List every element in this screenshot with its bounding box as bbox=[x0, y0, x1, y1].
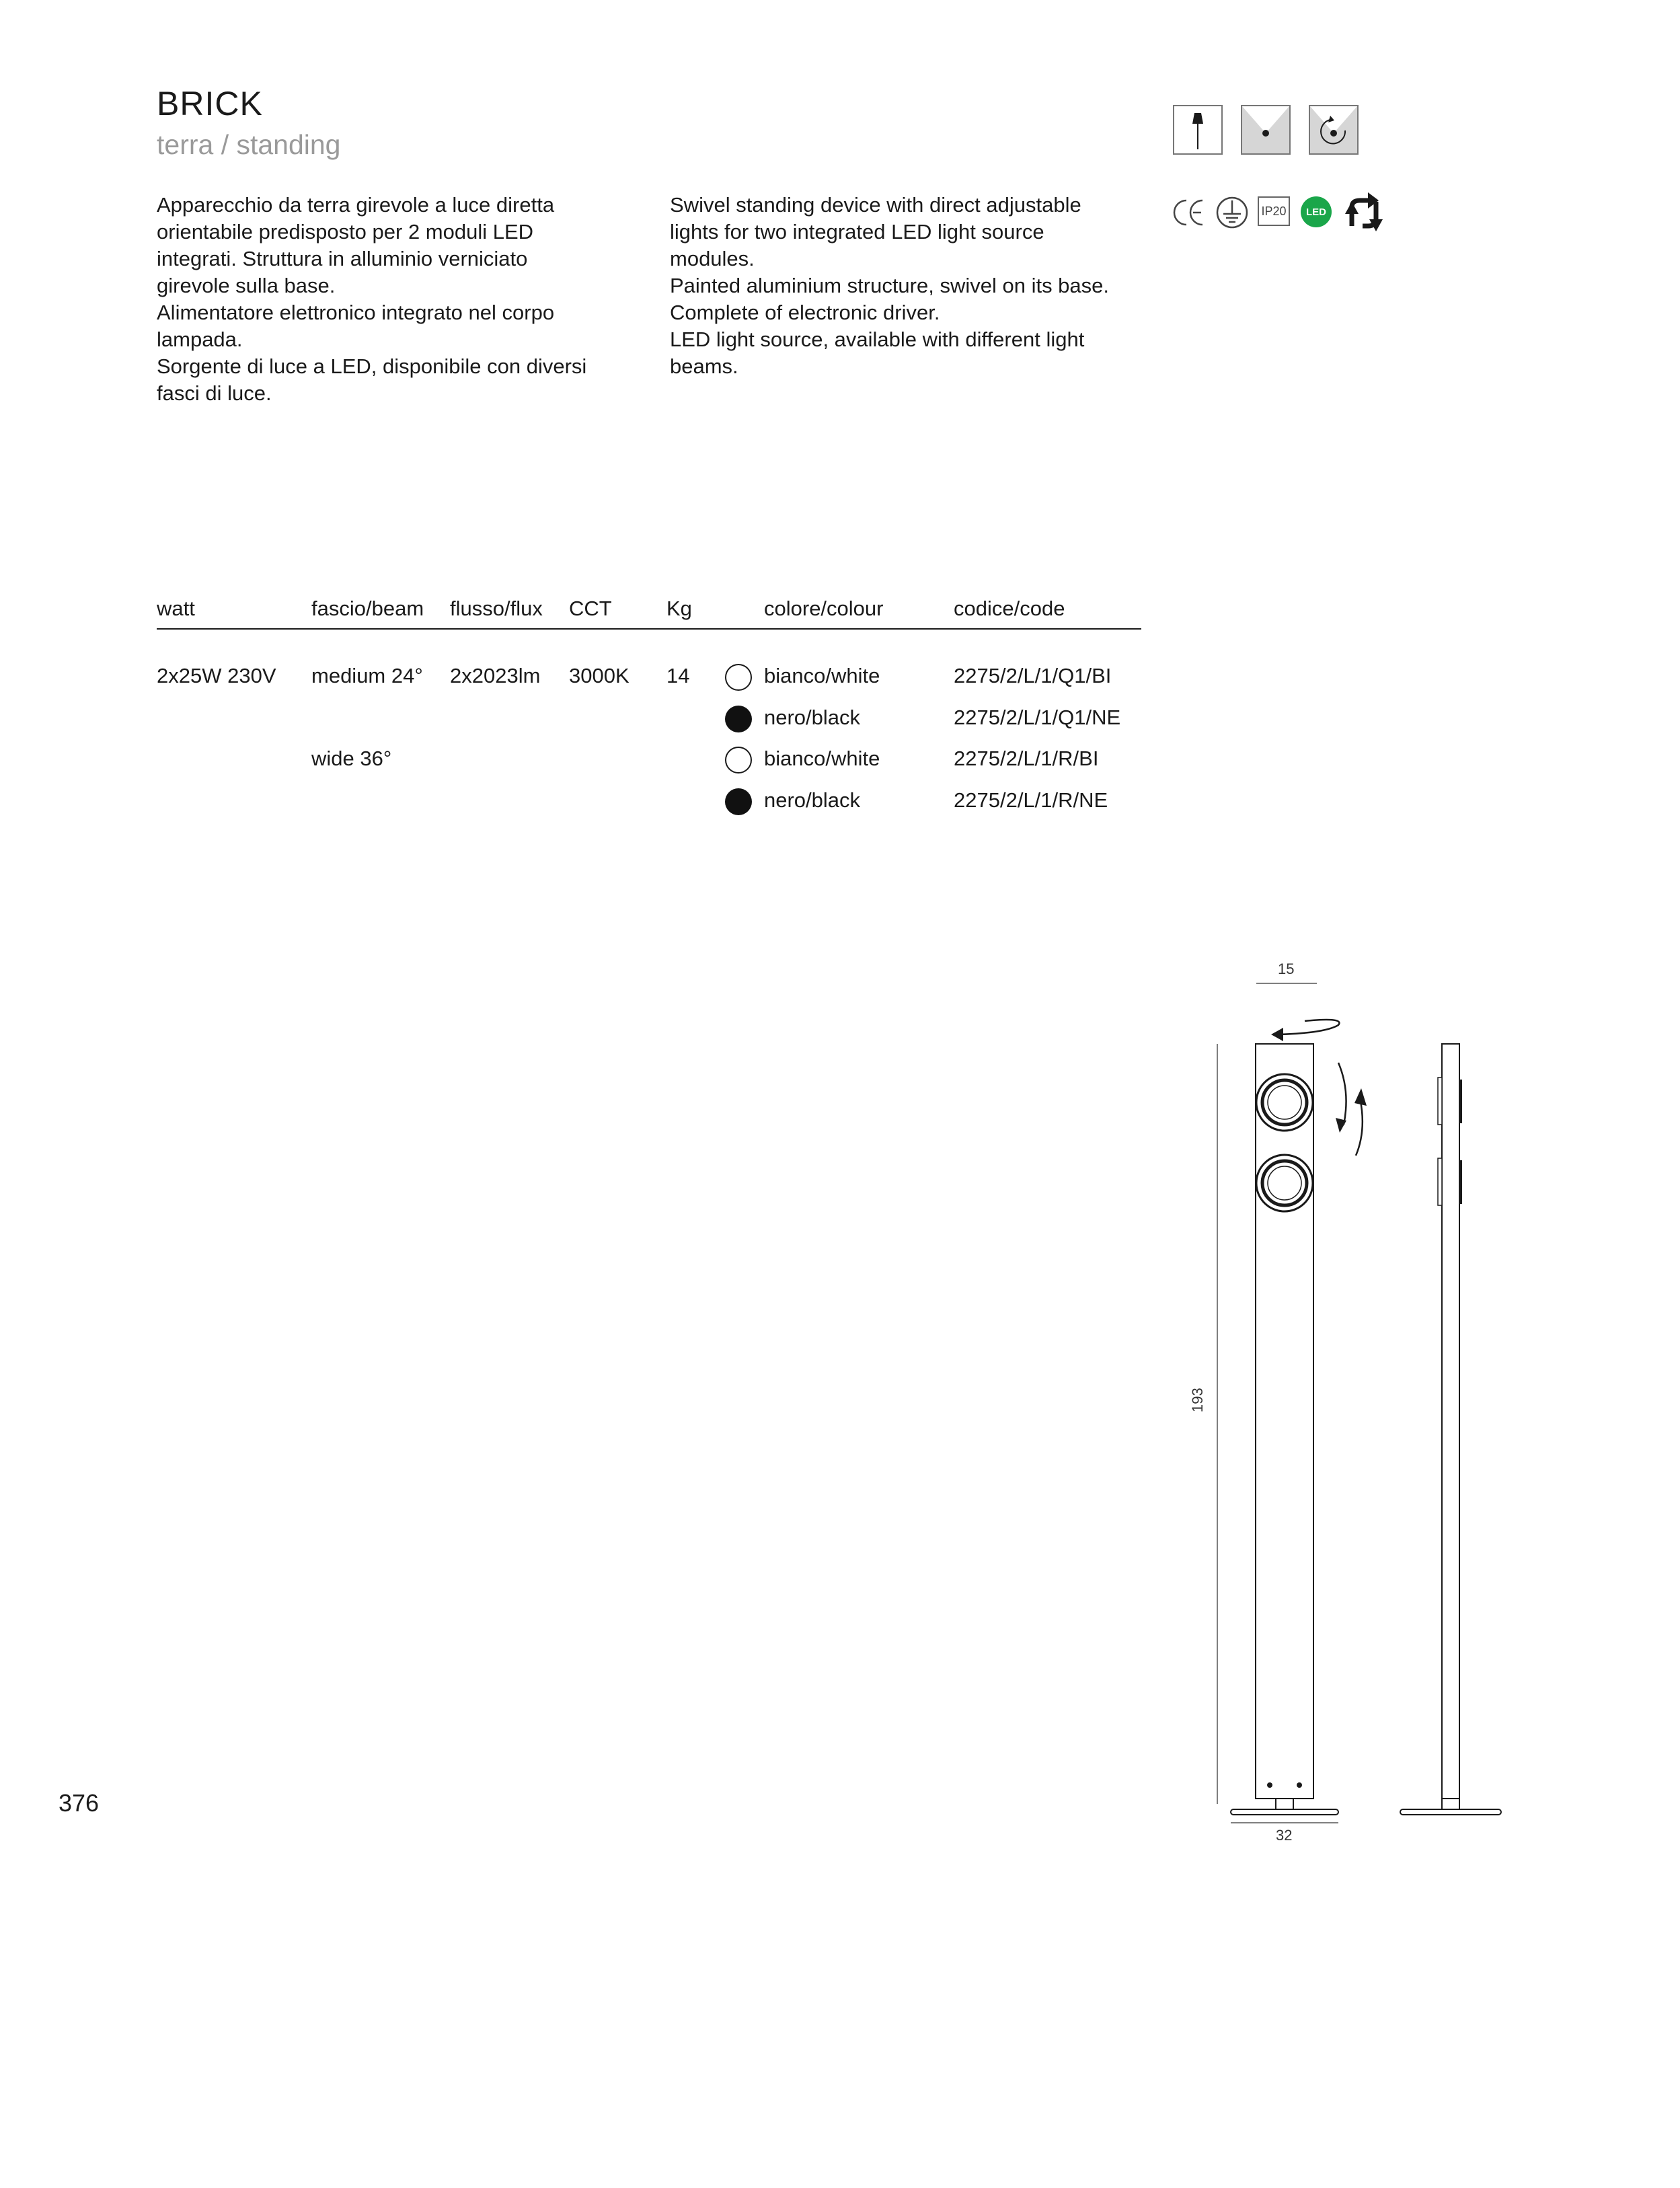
direct-light-icon bbox=[1241, 105, 1291, 155]
description-italian bbox=[157, 192, 641, 407]
description-line: orientabile predisposto per 2 moduli LED bbox=[157, 220, 534, 243]
description-english bbox=[670, 192, 1154, 380]
cell-code: 2275/2/L/1/Q1/NE bbox=[954, 706, 1121, 729]
header-cct: CCT bbox=[569, 597, 612, 620]
ip-rating-badge bbox=[1258, 196, 1290, 226]
cell-colour: nero/black bbox=[764, 706, 861, 729]
rotation-icon bbox=[1309, 105, 1359, 155]
cell-beam: medium 24° bbox=[311, 664, 423, 687]
colour-swatch-white bbox=[725, 747, 752, 774]
cell-flux: 2x2023lm bbox=[450, 664, 541, 687]
technical-drawing bbox=[1170, 942, 1533, 1856]
base-dimension-label: 32 bbox=[1276, 1827, 1293, 1844]
page-number: 376 bbox=[59, 1789, 100, 1817]
description-line: lights for two integrated LED light source bbox=[670, 220, 1044, 243]
cell-code: 2275/2/L/1/R/BI bbox=[954, 747, 1099, 770]
header-watt: watt bbox=[157, 597, 195, 620]
description-line: Painted aluminium structure, swivel on its base. bbox=[670, 274, 1110, 297]
led-badge-label: LED bbox=[1306, 206, 1326, 218]
description-line: LED light source, available with different light bbox=[670, 328, 1085, 351]
cell-colour: nero/black bbox=[764, 788, 861, 812]
cell-cct: 3000K bbox=[569, 664, 629, 687]
colour-swatch-white bbox=[725, 664, 752, 691]
header-beam: fascio/beam bbox=[311, 597, 424, 620]
ip-rating-label: IP20 bbox=[1261, 204, 1287, 218]
description-line: beams. bbox=[670, 354, 738, 378]
depth-dimension-label: 15 bbox=[1278, 960, 1295, 977]
cell-colour: bianco/white bbox=[764, 664, 880, 687]
description-line: Swivel standing device with direct adjustable bbox=[670, 193, 1081, 217]
cell-colour: bianco/white bbox=[764, 747, 880, 770]
cell-watt: 2x25W 230V bbox=[157, 664, 276, 687]
description-line: modules. bbox=[670, 247, 755, 270]
ground-symbol-icon bbox=[1215, 195, 1250, 233]
cell-code: 2275/2/L/1/Q1/BI bbox=[954, 664, 1112, 687]
colour-swatch-black bbox=[725, 788, 752, 815]
lens-module-bottom bbox=[1256, 1155, 1313, 1211]
floor-lamp-icon bbox=[1173, 105, 1223, 155]
table-header-rule bbox=[157, 628, 1141, 630]
swivel-arrows-icon bbox=[1342, 192, 1389, 237]
header-flux: flusso/flux bbox=[450, 597, 543, 620]
led-badge bbox=[1301, 196, 1332, 227]
description-line: Apparecchio da terra girevole a luce diretta bbox=[157, 193, 555, 217]
header-kg: Kg bbox=[666, 597, 692, 620]
description-line: lampada. bbox=[157, 328, 243, 351]
cell-code: 2275/2/L/1/R/NE bbox=[954, 788, 1108, 812]
height-dimension-label: 193 bbox=[1189, 1388, 1206, 1412]
description-line: Sorgente di luce a LED, disponibile con diversi bbox=[157, 354, 587, 378]
description-line: girevole sulla base. bbox=[157, 274, 336, 297]
lens-module-top bbox=[1256, 1074, 1313, 1131]
colour-swatch-black bbox=[725, 706, 752, 732]
description-line: integrati. Struttura in alluminio verniciato bbox=[157, 247, 528, 270]
cell-kg: 14 bbox=[666, 664, 690, 687]
ce-mark-icon bbox=[1170, 195, 1207, 233]
description-line: Complete of electronic driver. bbox=[670, 301, 940, 324]
header-code: codice/code bbox=[954, 597, 1065, 620]
header-colour: colore/colour bbox=[764, 597, 884, 620]
description-line: fasci di luce. bbox=[157, 381, 272, 405]
product-subtitle: terra / standing bbox=[157, 129, 341, 160]
product-title: BRICK bbox=[157, 85, 263, 122]
description-line: Alimentatore elettronico integrato nel corpo bbox=[157, 301, 555, 324]
cell-beam: wide 36° bbox=[311, 747, 392, 770]
